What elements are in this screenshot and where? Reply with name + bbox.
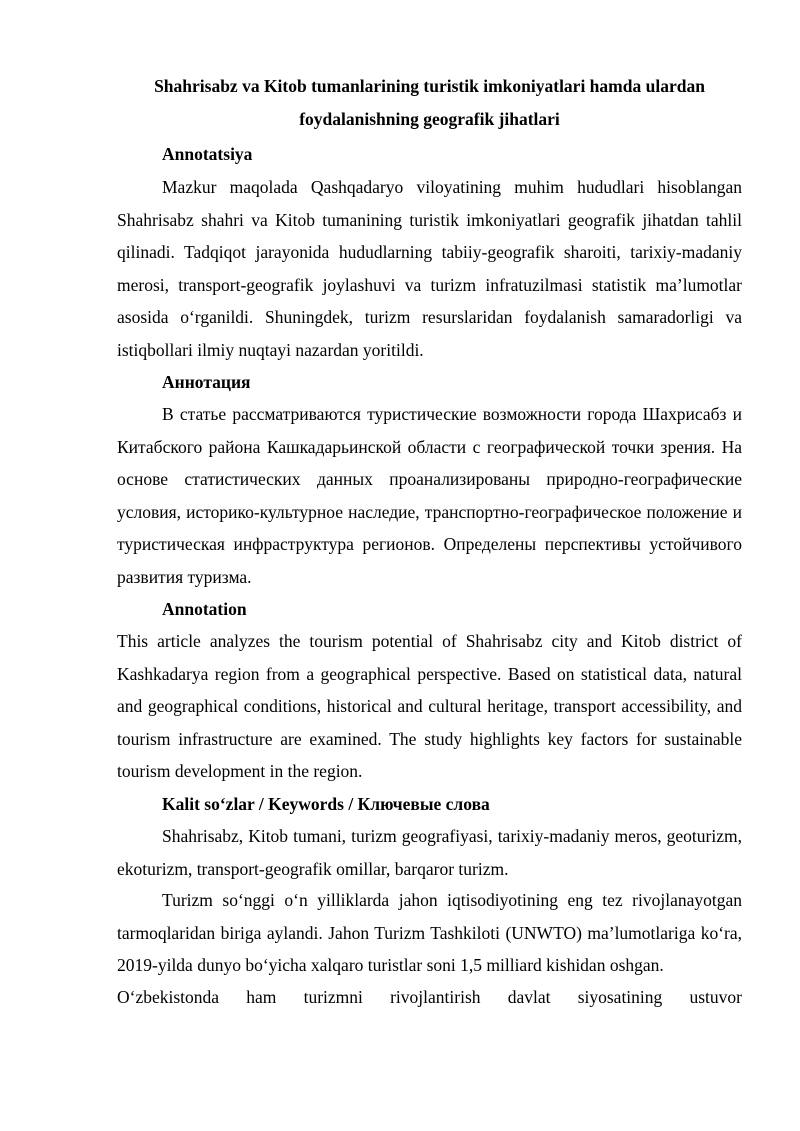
- annotation-en-text: This article analyzes the tourism potential of Shahrisabz city and Kitob district of Kashkadarya region from a geographical perspective. Based on statistical data, natural and geographical conditions, historical and cultural heritage, transport accessibility, and tourism infrastructure are examined. The study highlights key factors for sustainable tourism development in the region.: [117, 631, 742, 781]
- annotation-en-heading: Annotation: [162, 599, 247, 619]
- annotation-ru-text: В статье рассматриваются туристические возможности города Шахрисабз и Китабского района Кашкадарьинской области с географической точки зрения. На основе статистических данных проанализированы природно-географические условия, историко-культурное наследие, транспортно-географическое положение и туристическая инфраструктура регионов. Определены перспективы устойчивого развития туризма.: [117, 404, 742, 587]
- annotation-uz-text: Mazkur maqolada Qashqadaryo viloyatining muhim hududlari hisoblangan Shahrisabz shahri va Kitob tumanining turistik imkoniyatlari geografik jihatdan tahlil qilinadi. Tadqiqot jarayonida hududlarning tabiiy-geografik sharoiti, tarixiy-madaniy merosi, transport-geografik joylashuvi va turizm infratuzilmasi statistik ma’lumotlar asosida o‘rganildi. Shuningdek, turizm resurslaridan foydalanish samaradorligi va istiqbollari ilmiy nuqtayi nazardan yoritildi.: [117, 177, 742, 360]
- body-paragraph: Turizm so‘nggi o‘n yilliklarda jahon iqtisodiyotining eng tez rivojlanayotgan tarmoqlaridan biriga aylandi. Jahon Turizm Tashkiloti (UNWTO) ma’lumotlariga ko‘ra, 2019-yilda dunyo bo‘yicha xalqaro turistlar soni 1,5 milliard kishidan oshgan.: [117, 890, 742, 975]
- annotation-ru-heading: Аннотация: [162, 372, 251, 392]
- document-title: Shahrisabz va Kitob tumanlarining turistik imkoniyatlari hamda ulardan foydalanishning geografik jihatlari: [154, 76, 705, 129]
- body-paragraph-continuation: O‘zbekistonda ham turizmni rivojlantirish davlat siyosatining ustuvor: [117, 987, 742, 1007]
- keywords-text: Shahrisabz, Kitob tumani, turizm geografiyasi, tarixiy-madaniy meros, geoturizm, ekoturizm, transport-geografik omillar, barqaror turizm.: [117, 826, 742, 879]
- keywords-heading: Kalit so‘zlar / Keywords / Ключевые слова: [162, 794, 490, 814]
- annotation-uz-heading: Annotatsiya: [162, 144, 253, 164]
